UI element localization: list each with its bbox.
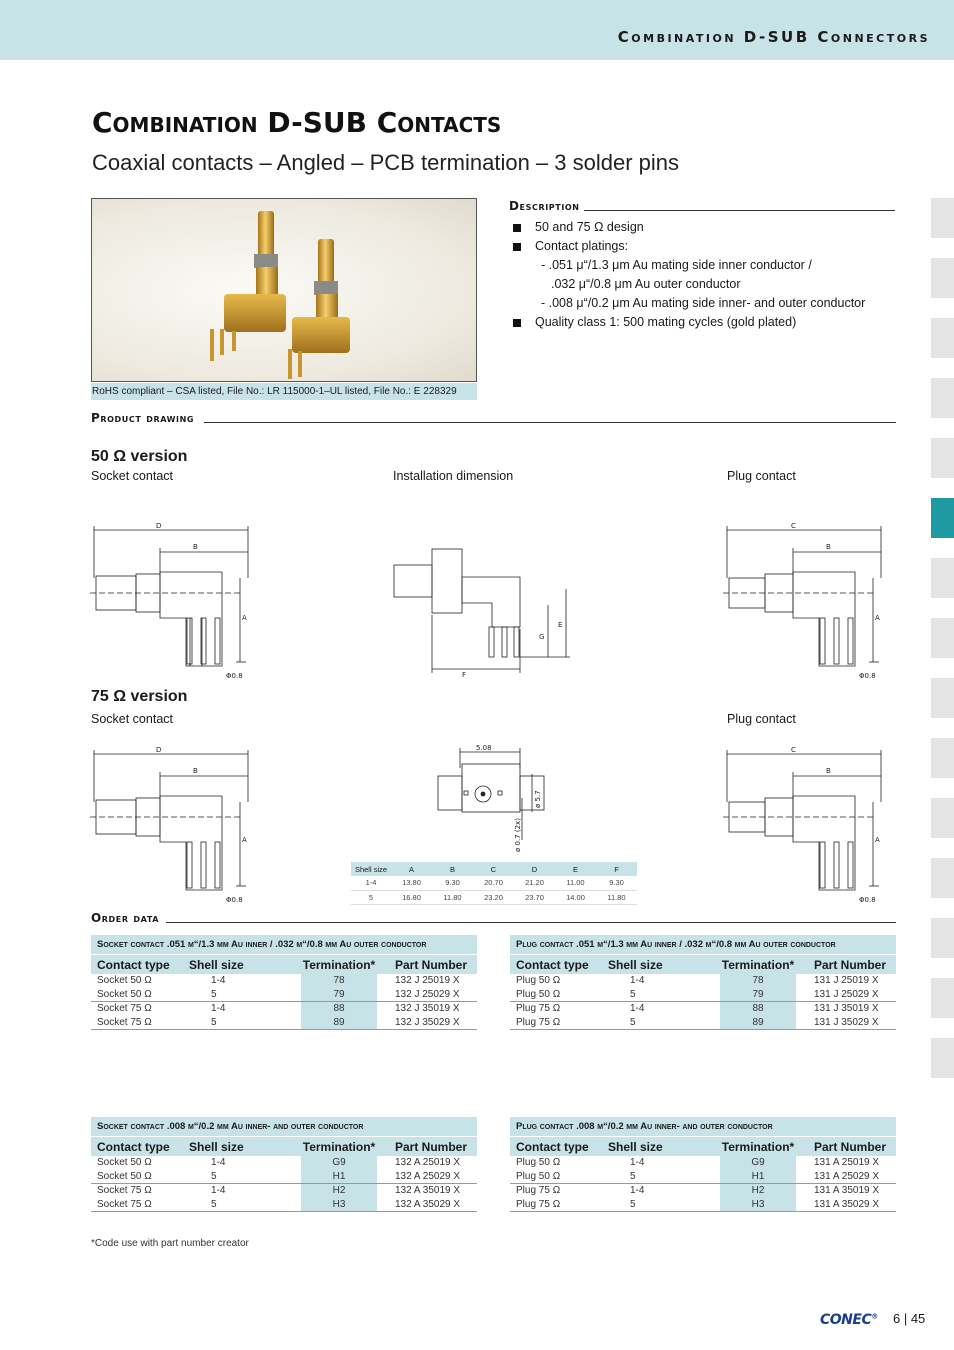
column-header: Contact type — [516, 958, 589, 972]
order-row-group — [91, 1156, 477, 1184]
table-cell: Socket 50 Ω — [97, 975, 152, 986]
column-header: Part Number — [814, 958, 887, 972]
order-row-group — [510, 1156, 896, 1184]
dim-label-g: G — [539, 633, 545, 641]
chapter-tab[interactable] — [931, 318, 954, 358]
description-subitem: - .008 μ“/0.2 μm Au mating side inner- and outer conductor — [541, 296, 866, 310]
table-cell: G9 — [301, 1156, 377, 1170]
table-cell: 132 J 25029 X — [395, 988, 460, 1000]
table-cell: 131 J 25019 X — [814, 975, 879, 986]
column-header: Contact type — [516, 1140, 589, 1154]
table-cell: 131 A 25029 X — [814, 1170, 880, 1182]
table-cell: 5 — [211, 1198, 217, 1210]
product-photo — [91, 198, 477, 382]
dim-label-a: A — [242, 614, 247, 622]
table-cell: Plug 50 Ω — [516, 975, 561, 986]
table-cell: 132 J 35029 X — [395, 1016, 460, 1028]
table-cell: 23.70 — [514, 890, 555, 904]
order-table-title: Plug contact .008 μ“/0.2 μm Au inner- and outer conductor — [510, 1117, 896, 1136]
drawing-plug-75 — [723, 742, 885, 907]
table-row — [510, 974, 896, 988]
dim-label-b: B — [193, 767, 198, 775]
table-cell: 13.80 — [391, 876, 432, 890]
table-cell: 5 — [351, 890, 391, 904]
drawing-plug-50 — [723, 518, 885, 683]
caption-socket-50: Socket contact — [91, 469, 173, 483]
table-row — [91, 1156, 477, 1170]
table-row — [510, 1002, 896, 1016]
chapter-tab[interactable] — [931, 198, 954, 238]
table-cell: 132 A 35019 X — [395, 1185, 461, 1196]
order-data-rule — [166, 922, 896, 923]
table-row — [91, 1184, 477, 1198]
table-cell: 1-4 — [351, 876, 391, 890]
table-cell: Socket 50 Ω — [97, 1170, 152, 1182]
chapter-tabs — [931, 198, 954, 1098]
table-cell: 11.00 — [555, 876, 596, 890]
chapter-tab[interactable] — [931, 1038, 954, 1078]
order-table-header — [510, 1136, 896, 1156]
dim-col-header: F — [596, 862, 637, 876]
header-band — [0, 0, 954, 60]
table-cell: 5 — [630, 1198, 636, 1210]
order-table-title: Plug contact .051 μ“/1.3 μm Au inner / .032 μ“/0.8 μm Au outer conductor — [510, 935, 896, 954]
table-cell: 132 A 35029 X — [395, 1198, 461, 1210]
version-50-title: 50 Ω version — [91, 448, 188, 465]
dim-label-pin: Φ0.8 — [226, 672, 243, 680]
column-header: Part Number — [395, 1140, 468, 1154]
description-item: Contact platings: - .051 μ“/1.3 μm Au mating side inner conductor / .032 μ“/0.8 μm Au outer conductor - .008 μ“/0.2 μm Au mating side inner- and outer conductor — [512, 237, 865, 313]
table-cell: Socket 50 Ω — [97, 988, 152, 1000]
conec-logo: CONEC® — [820, 1312, 878, 1328]
dim-col-header: E — [555, 862, 596, 876]
table-cell: Plug 50 Ω — [516, 1170, 561, 1182]
table-cell: 20.70 — [473, 876, 514, 890]
caption-plug-75: Plug contact — [727, 712, 796, 726]
dim-label-508: 5.08 — [476, 744, 492, 752]
order-table-header — [510, 954, 896, 974]
table-cell: Plug 50 Ω — [516, 1157, 561, 1168]
table-cell: 5 — [630, 1170, 636, 1182]
page-title: Combination D-SUB Contacts — [92, 106, 502, 139]
drawing-socket-75 — [90, 742, 252, 907]
table-cell: H1 — [720, 1170, 796, 1184]
table-cell: Socket 75 Ω — [97, 1185, 152, 1196]
table-cell: 1-4 — [630, 975, 645, 986]
table-cell: 131 J 35019 X — [814, 1003, 879, 1014]
table-row — [351, 890, 637, 904]
dim-label-b: B — [826, 543, 831, 551]
description-item: Quality class 1: 500 mating cycles (gold plated) — [512, 313, 865, 332]
description-subitem: - .051 μ“/1.3 μm Au mating side inner conductor / — [541, 258, 812, 272]
table-cell: 132 J 25019 X — [395, 975, 460, 986]
table-cell: Socket 75 Ω — [97, 1003, 152, 1014]
table-cell: H2 — [301, 1184, 377, 1198]
dim-col-header: A — [391, 862, 432, 876]
table-cell: H1 — [301, 1170, 377, 1184]
table-cell: 132 A 25029 X — [395, 1170, 461, 1182]
column-header: Shell size — [608, 1140, 663, 1154]
dim-label-b: B — [826, 767, 831, 775]
bullet-icon — [513, 243, 521, 251]
chapter-tab[interactable] — [931, 798, 954, 838]
order-row-group — [510, 1002, 896, 1030]
order-table — [510, 935, 896, 1030]
table-row — [91, 1170, 477, 1184]
table-cell: 79 — [301, 988, 377, 1002]
table-cell: 131 A 35019 X — [814, 1185, 880, 1196]
page-number: 6 | 45 — [893, 1311, 926, 1326]
dim-label-d: D — [156, 522, 162, 530]
dim-label-pin: Φ0.8 — [859, 896, 876, 904]
description-item: 50 and 75 Ω design — [512, 218, 865, 237]
dim-label-d: D — [156, 746, 162, 754]
order-row-group — [91, 974, 477, 1002]
table-row — [91, 974, 477, 988]
drawing-socket-50 — [90, 518, 252, 683]
description-list — [512, 218, 865, 332]
chapter-tab[interactable] — [931, 438, 954, 478]
column-header: Shell size — [189, 958, 244, 972]
table-row — [510, 988, 896, 1002]
dim-label-pin: Φ0.8 — [859, 672, 876, 680]
dim-label-d07: ø 0.7 (2x) — [514, 818, 522, 852]
order-table-title: Socket contact .051 μ“/1.3 μm Au inner / .032 μ“/0.8 μm Au outer conductor — [91, 935, 477, 954]
caption-socket-75: Socket contact — [91, 712, 173, 726]
table-cell: Plug 50 Ω — [516, 988, 561, 1000]
table-cell: 14.00 — [555, 890, 596, 904]
table-cell: 5 — [630, 1016, 636, 1028]
column-header: Termination* — [302, 958, 376, 972]
caption-plug-50: Plug contact — [727, 469, 796, 483]
table-cell: 1-4 — [630, 1157, 645, 1168]
chapter-tab[interactable] — [931, 678, 954, 718]
order-table — [510, 1117, 896, 1212]
table-cell: 78 — [720, 974, 796, 988]
table-cell: H3 — [720, 1198, 796, 1212]
product-drawing-heading: Product drawing — [91, 411, 195, 425]
dim-label-a: A — [875, 836, 880, 844]
table-cell: Plug 75 Ω — [516, 1016, 561, 1028]
table-row — [91, 1002, 477, 1016]
table-cell: 132 J 35019 X — [395, 1003, 460, 1014]
table-cell: 131 A 25019 X — [814, 1157, 880, 1168]
table-cell: 5 — [211, 1170, 217, 1182]
column-header: Contact type — [97, 1140, 170, 1154]
table-cell: 131 J 35029 X — [814, 1016, 879, 1028]
order-row-group — [510, 1184, 896, 1212]
caption-installation: Installation dimension — [393, 469, 514, 483]
dim-label-d57: ø 5.7 — [534, 790, 542, 808]
dim-label-e: E — [558, 621, 563, 629]
bullet-icon — [513, 319, 521, 327]
chapter-tab[interactable] — [931, 378, 954, 418]
table-row — [91, 988, 477, 1002]
table-row — [351, 876, 637, 890]
table-cell: 131 A 35029 X — [814, 1198, 880, 1210]
column-header: Termination* — [721, 958, 795, 972]
table-cell: 23.20 — [473, 890, 514, 904]
chapter-tab[interactable] — [931, 618, 954, 658]
table-cell: 5 — [211, 988, 217, 1000]
column-header: Shell size — [608, 958, 663, 972]
order-table-header — [91, 1136, 477, 1156]
column-header: Part Number — [395, 958, 468, 972]
column-header: Termination* — [302, 1140, 376, 1154]
table-cell: 9.30 — [596, 876, 637, 890]
bullet-icon — [513, 224, 521, 232]
chapter-tab[interactable] — [931, 738, 954, 778]
table-cell: 131 J 25029 X — [814, 988, 879, 1000]
table-cell: 88 — [301, 1002, 377, 1016]
drawing-installation-75 — [436, 744, 556, 854]
section-title: Combination D-SUB Connectors — [617, 28, 930, 46]
table-cell: 21.20 — [514, 876, 555, 890]
dim-label-c: C — [791, 522, 796, 530]
version-75-title: 75 Ω version — [91, 688, 188, 705]
dim-label-pin: Φ0.8 — [226, 896, 243, 904]
chapter-tab[interactable] — [931, 858, 954, 898]
column-header: Shell size — [189, 1140, 244, 1154]
dim-label-b: B — [193, 543, 198, 551]
product-drawing-rule — [204, 422, 896, 423]
table-cell: Plug 75 Ω — [516, 1003, 561, 1014]
table-cell: 132 A 25019 X — [395, 1157, 461, 1168]
footnote: *Code use with part number creator — [91, 1238, 249, 1249]
table-cell: H2 — [720, 1184, 796, 1198]
table-row — [510, 1170, 896, 1184]
table-cell: 79 — [720, 988, 796, 1002]
rohs-note: RoHS compliant – CSA listed, File No.: LR 115000-1–UL listed, File No.: E 228329 — [91, 383, 477, 400]
chapter-tab-active[interactable] — [931, 498, 954, 538]
table-cell: 1-4 — [211, 1185, 226, 1196]
dim-label-a: A — [875, 614, 880, 622]
chapter-tab[interactable] — [931, 258, 954, 298]
table-cell: 78 — [301, 974, 377, 988]
table-cell: 1-4 — [630, 1185, 645, 1196]
dimension-table-header — [351, 862, 637, 876]
column-header: Termination* — [721, 1140, 795, 1154]
table-cell: G9 — [720, 1156, 796, 1170]
order-table — [91, 935, 477, 1030]
order-row-group — [91, 1184, 477, 1212]
dim-label-a: A — [242, 836, 247, 844]
dimension-table — [351, 862, 637, 905]
table-cell: H3 — [301, 1198, 377, 1212]
table-cell: 1-4 — [630, 1003, 645, 1014]
table-cell: 1-4 — [211, 975, 226, 986]
table-row — [510, 1016, 896, 1030]
description-rule — [584, 210, 895, 211]
chapter-tab[interactable] — [931, 978, 954, 1018]
table-cell: 1-4 — [211, 1003, 226, 1014]
table-cell: Plug 75 Ω — [516, 1185, 561, 1196]
dim-col-header: D — [514, 862, 555, 876]
table-row — [91, 1198, 477, 1212]
table-cell: 16.80 — [391, 890, 432, 904]
table-cell: Plug 75 Ω — [516, 1198, 561, 1210]
table-row — [510, 1198, 896, 1212]
table-cell: Socket 75 Ω — [97, 1198, 152, 1210]
dim-label-f: F — [462, 671, 467, 679]
table-row — [510, 1156, 896, 1170]
order-row-group — [91, 1002, 477, 1030]
chapter-tab[interactable] — [931, 558, 954, 598]
page-subtitle: Coaxial contacts – Angled – PCB termination – 3 solder pins — [92, 150, 679, 175]
table-cell: 5 — [630, 988, 636, 1000]
table-cell: 11.80 — [596, 890, 637, 904]
chapter-tab[interactable] — [931, 918, 954, 958]
table-cell: 5 — [211, 1016, 217, 1028]
table-row — [510, 1184, 896, 1198]
column-header: Part Number — [814, 1140, 887, 1154]
table-cell: 9.30 — [432, 876, 473, 890]
dim-col-header: Shell size — [351, 862, 391, 876]
table-cell: Socket 75 Ω — [97, 1016, 152, 1028]
dim-col-header: C — [473, 862, 514, 876]
order-table-header — [91, 954, 477, 974]
order-table — [91, 1117, 477, 1212]
table-row — [91, 1016, 477, 1030]
dim-col-header: B — [432, 862, 473, 876]
table-cell: 89 — [301, 1016, 377, 1030]
table-cell: 88 — [720, 1002, 796, 1016]
order-data-heading: Order data — [91, 911, 160, 925]
table-cell: 89 — [720, 1016, 796, 1030]
order-table-title: Socket contact .008 μ“/0.2 μm Au inner- and outer conductor — [91, 1117, 477, 1136]
dim-label-c: C — [791, 746, 796, 754]
description-heading: Description — [509, 199, 580, 213]
column-header: Contact type — [97, 958, 170, 972]
table-cell: 11.80 — [432, 890, 473, 904]
table-cell: 1-4 — [211, 1157, 226, 1168]
order-row-group — [510, 974, 896, 1002]
description-subitem: .032 μ“/0.8 μm Au outer conductor — [551, 277, 741, 291]
table-cell: Socket 50 Ω — [97, 1157, 152, 1168]
drawing-installation — [388, 545, 578, 680]
